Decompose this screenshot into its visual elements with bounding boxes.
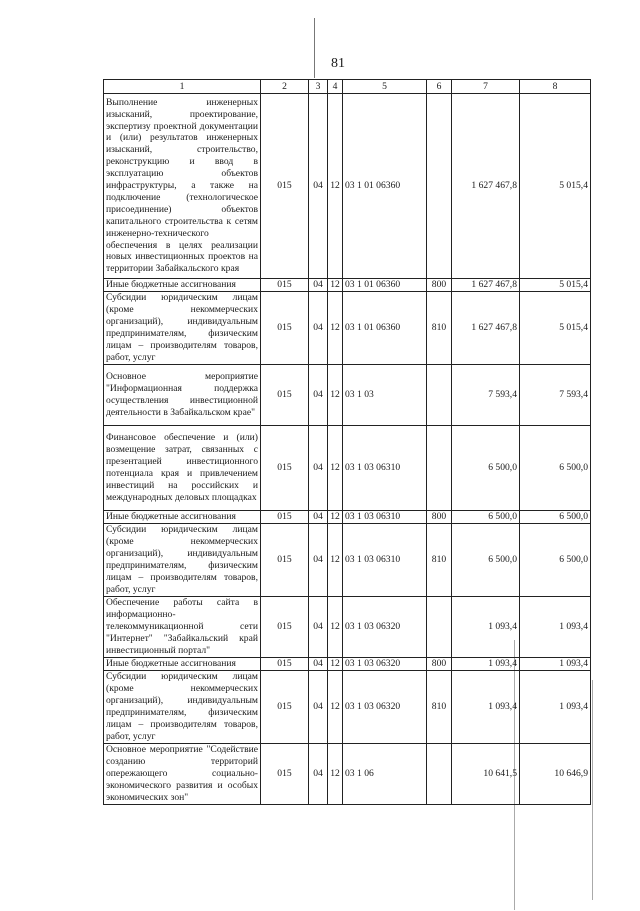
cell-expense-type: 810: [427, 292, 452, 365]
cell-amount-7: 1 093,4: [452, 658, 520, 671]
cell-target-code: 03 1 06: [343, 744, 427, 805]
cell-amount-7: 6 500,0: [452, 511, 520, 524]
row-name: Выполнение инженерных изысканий, проектирование, экспертизу проектной документации и (или) результатов инженерных изысканий, строительство, реконструкцию и ввод в эксплуатацию объектов инфраструктуры, а также на подключение (технологическое присоединение) объектов капитального строительства к сетям инженерно-технического обеспечения в целях реализации новых инвестиционных проектов на территории Забайкальского края: [104, 94, 261, 279]
cell-target-code: 03 1 01 06360: [343, 94, 427, 279]
cell-section: 04: [309, 292, 328, 365]
column-header: 8: [520, 80, 591, 94]
cell-amount-7: 7 593,4: [452, 365, 520, 426]
row-name: Финансовое обеспечение и (или) возмещение затрат, связанных с презентацией инвестиционного потенциала края и привлечением инвестиций на российских и международных деловых площадках: [104, 426, 261, 511]
cell-ministry: 015: [261, 365, 309, 426]
cell-amount-8: 6 500,0: [520, 524, 591, 597]
cell-subsection: 12: [328, 744, 343, 805]
cell-target-code: 03 1 03 06310: [343, 524, 427, 597]
table-row: [104, 292, 591, 365]
cell-target-code: 03 1 03 06320: [343, 597, 427, 658]
cell-target-code: 03 1 03 06320: [343, 658, 427, 671]
cell-amount-7: 1 627 467,8: [452, 94, 520, 279]
cell-amount-7: 6 500,0: [452, 426, 520, 511]
table-row: [104, 671, 591, 744]
table-row: [104, 279, 591, 292]
column-header: 4: [328, 80, 343, 94]
cell-ministry: 015: [261, 426, 309, 511]
cell-target-code: 03 1 03 06310: [343, 426, 427, 511]
cell-subsection: 12: [328, 94, 343, 279]
column-header: 7: [452, 80, 520, 94]
row-name: Иные бюджетные ассигнования: [104, 658, 261, 671]
cell-expense-type: [427, 426, 452, 511]
row-name: Иные бюджетные ассигнования: [104, 279, 261, 292]
row-name: Иные бюджетные ассигнования: [104, 511, 261, 524]
table-row: [104, 658, 591, 671]
cell-subsection: 12: [328, 365, 343, 426]
cell-amount-7: 1 093,4: [452, 671, 520, 744]
row-name: Обеспечение работы сайта в информационно-телекоммуникационной сети "Интернет" "Забайкальский край инвестиционный портал": [104, 597, 261, 658]
header-row: [104, 80, 591, 94]
cell-amount-8: 1 093,4: [520, 658, 591, 671]
cell-expense-type: 810: [427, 524, 452, 597]
cell-target-code: 03 1 03 06320: [343, 671, 427, 744]
cell-expense-type: 800: [427, 279, 452, 292]
cell-amount-8: 1 093,4: [520, 671, 591, 744]
cell-amount-8: 6 500,0: [520, 511, 591, 524]
column-header: 2: [261, 80, 309, 94]
cell-target-code: 03 1 03: [343, 365, 427, 426]
cell-expense-type: [427, 597, 452, 658]
cell-expense-type: 800: [427, 511, 452, 524]
cell-section: 04: [309, 94, 328, 279]
cell-section: 04: [309, 744, 328, 805]
cell-section: 04: [309, 671, 328, 744]
row-name: Субсидии юридическим лицам (кроме некоммерческих организаций), индивидуальным предпринимателям, физическим лицам – производителям товаров, работ, услуг: [104, 524, 261, 597]
column-header: 5: [343, 80, 427, 94]
cell-subsection: 12: [328, 671, 343, 744]
cell-target-code: 03 1 03 06310: [343, 511, 427, 524]
table-row: [104, 597, 591, 658]
table-row: [104, 426, 591, 511]
cell-ministry: 015: [261, 279, 309, 292]
cell-expense-type: 810: [427, 671, 452, 744]
cell-section: 04: [309, 279, 328, 292]
cell-amount-7: 1 093,4: [452, 597, 520, 658]
cell-amount-8: 5 015,4: [520, 279, 591, 292]
cell-target-code: 03 1 01 06360: [343, 292, 427, 365]
cell-ministry: 015: [261, 292, 309, 365]
cell-section: 04: [309, 426, 328, 511]
cell-section: 04: [309, 524, 328, 597]
cell-amount-7: 6 500,0: [452, 524, 520, 597]
row-name: Основное мероприятие "Содействие созданию территорий опережающего социально-экономического развития и особых экономических зон": [104, 744, 261, 805]
table-row: [104, 94, 591, 279]
cell-expense-type: [427, 365, 452, 426]
cell-section: 04: [309, 658, 328, 671]
cell-section: 04: [309, 365, 328, 426]
cell-amount-8: 10 646,9: [520, 744, 591, 805]
cell-expense-type: [427, 744, 452, 805]
cell-section: 04: [309, 511, 328, 524]
cell-amount-8: 5 015,4: [520, 292, 591, 365]
cell-ministry: 015: [261, 658, 309, 671]
cell-subsection: 12: [328, 426, 343, 511]
cell-subsection: 12: [328, 279, 343, 292]
cell-expense-type: 800: [427, 658, 452, 671]
column-header: 1: [104, 80, 261, 94]
cell-ministry: 015: [261, 671, 309, 744]
cell-amount-8: 6 500,0: [520, 426, 591, 511]
cell-expense-type: [427, 94, 452, 279]
row-name: Основное мероприятие "Информационная поддержка осуществления инвестиционной деятельности в Забайкальском крае": [104, 365, 261, 426]
cell-subsection: 12: [328, 511, 343, 524]
cell-amount-7: 1 627 467,8: [452, 292, 520, 365]
budget-table: [103, 79, 591, 805]
column-header: 3: [309, 80, 328, 94]
cell-amount-8: 7 593,4: [520, 365, 591, 426]
table-row: [104, 744, 591, 805]
cell-amount-7: 10 641,5: [452, 744, 520, 805]
page-number: 81: [331, 56, 345, 71]
cell-amount-8: 1 093,4: [520, 597, 591, 658]
cell-section: 04: [309, 597, 328, 658]
row-name: Субсидии юридическим лицам (кроме некоммерческих организаций), индивидуальным предпринимателям, физическим лицам – производителям товаров, работ, услуг: [104, 292, 261, 365]
binder-line: [314, 18, 315, 78]
cell-subsection: 12: [328, 292, 343, 365]
cell-subsection: 12: [328, 658, 343, 671]
table-row: [104, 365, 591, 426]
cell-ministry: 015: [261, 597, 309, 658]
table-row: [104, 524, 591, 597]
table-row: [104, 511, 591, 524]
cell-subsection: 12: [328, 597, 343, 658]
cell-amount-7: 1 627 467,8: [452, 279, 520, 292]
cell-subsection: 12: [328, 524, 343, 597]
cell-ministry: 015: [261, 524, 309, 597]
cell-ministry: 015: [261, 511, 309, 524]
cell-ministry: 015: [261, 94, 309, 279]
cell-target-code: 03 1 01 06360: [343, 279, 427, 292]
cell-ministry: 015: [261, 744, 309, 805]
scan-mark: [592, 680, 593, 900]
column-header: 6: [427, 80, 452, 94]
row-name: Субсидии юридическим лицам (кроме некоммерческих организаций), индивидуальным предпринимателям, физическим лицам – производителям товаров, работ, услуг: [104, 671, 261, 744]
cell-amount-8: 5 015,4: [520, 94, 591, 279]
